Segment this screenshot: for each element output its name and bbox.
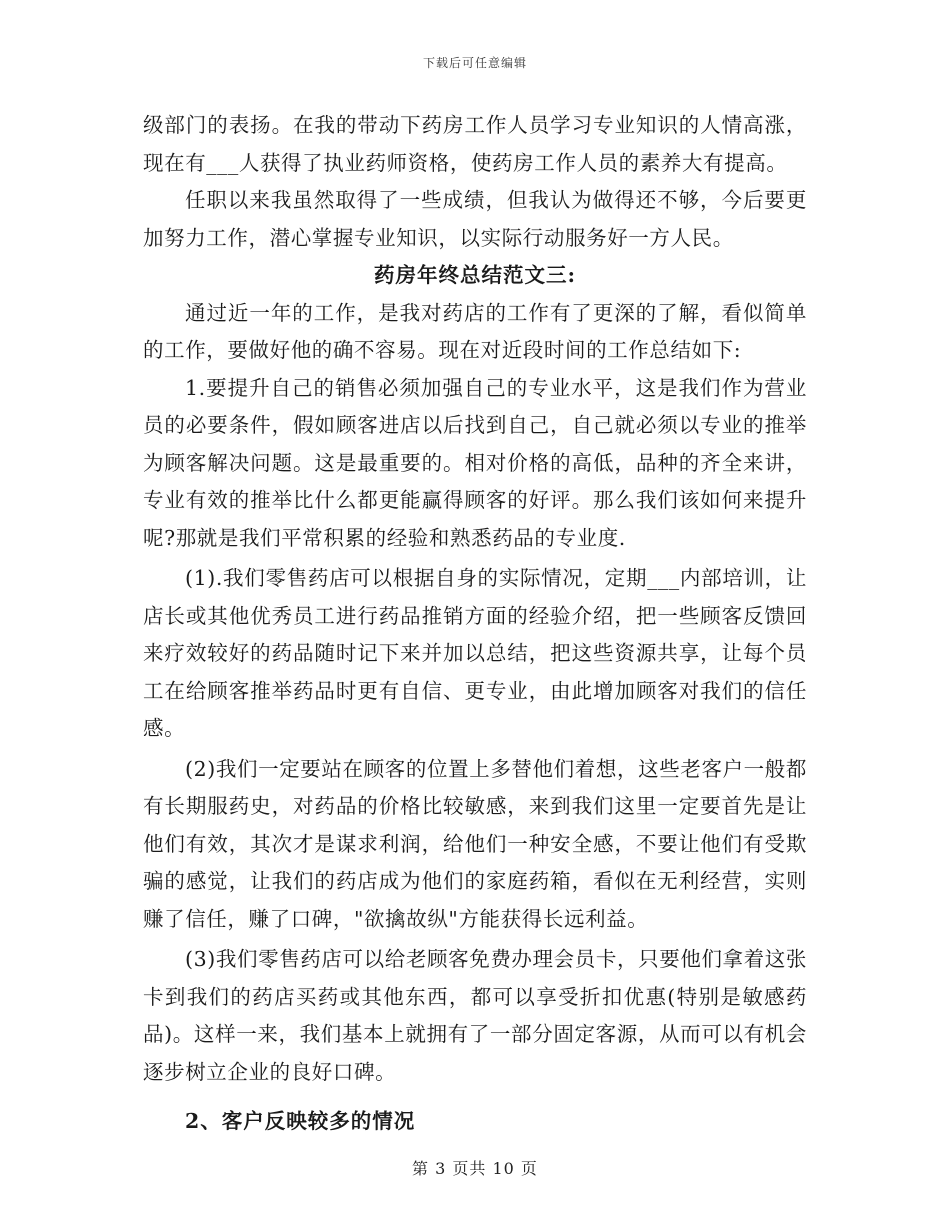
paragraph-effort: 任职以来我虽然取得了一些成绩，但我认为做得还不够，今后要更加努力工作，潜心掌握专业知识，以实际行动服务好一方人民。 bbox=[143, 188, 807, 250]
paragraph-subpoint-3: (3)我们零售药店可以给老顾客免费办理会员卡，只要他们拿着这张卡到我们的药店买药或其他东西，都可以享受折扣优惠(特别是敏感药品)。这样一来，我们基本上就拥有了一部分固定客源，从而可以有机会逐步树立企业的良好口碑。 bbox=[143, 947, 807, 1084]
paragraph-intro: 级部门的表扬。在我的带动下药房工作人员学习专业知识的人情高涨，现在有___人获得了执业药师资格，使药房工作人员的素养大有提高。 bbox=[143, 113, 807, 175]
page-header-note: 下载后可任意编辑 bbox=[422, 56, 527, 70]
paragraph-point-1: 1.要提升自己的销售必须加强自己的专业水平，这是我们作为营业员的必要条件，假如顾客进店以后找到自己，自己就必须以专业的推举为顾客解决问题。这是最重要的。相对价格的高低，品种的齐全来讲，专业有效的推举比什么都更能赢得顾客的好评。那么我们该如何来提升呢?那就是我们平常积累的经验和熟悉药品的专业度. bbox=[143, 375, 807, 550]
paragraph-overview: 通过近一年的工作，是我对药店的工作有了更深的了解，看似简单的工作，要做好他的确不容易。现在对近段时间的工作总结如下: bbox=[143, 300, 807, 362]
document-body bbox=[143, 107, 807, 1141]
page-number: 第 3 页共 10 页 bbox=[412, 1159, 538, 1178]
paragraph-subpoint-1: (1).我们零售药店可以根据自身的实际情况，定期___内部培训，让店长或其他优秀员工进行药品推销方面的经验介绍，把一些顾客反馈回来疗效较好的药品随时记下来并加以总结，把这些资源共享，让每个员工在给顾客推举药品时更有自信、更专业，由此增加顾客对我们的信任感。 bbox=[143, 566, 807, 740]
section-title: 药房年终总结范文三: bbox=[373, 263, 577, 287]
paragraph-subpoint-2: (2)我们一定要站在顾客的位置上多替他们着想，这些老客户一般都有长期服药史，对药品的价格比较敏感，来到我们这里一定要首先是让他们有效，其次才是谋求利润，给他们一种安全感，不要让他们有受欺骗的感觉，让我们的药店成为他们的家庭药箱，看似在无利经营，实则赚了信任，赚了口碑，"欲擒故纵"方能获得长远利益。 bbox=[143, 756, 807, 931]
section-heading-2: 2、客户反映较多的情况 bbox=[185, 1109, 416, 1133]
